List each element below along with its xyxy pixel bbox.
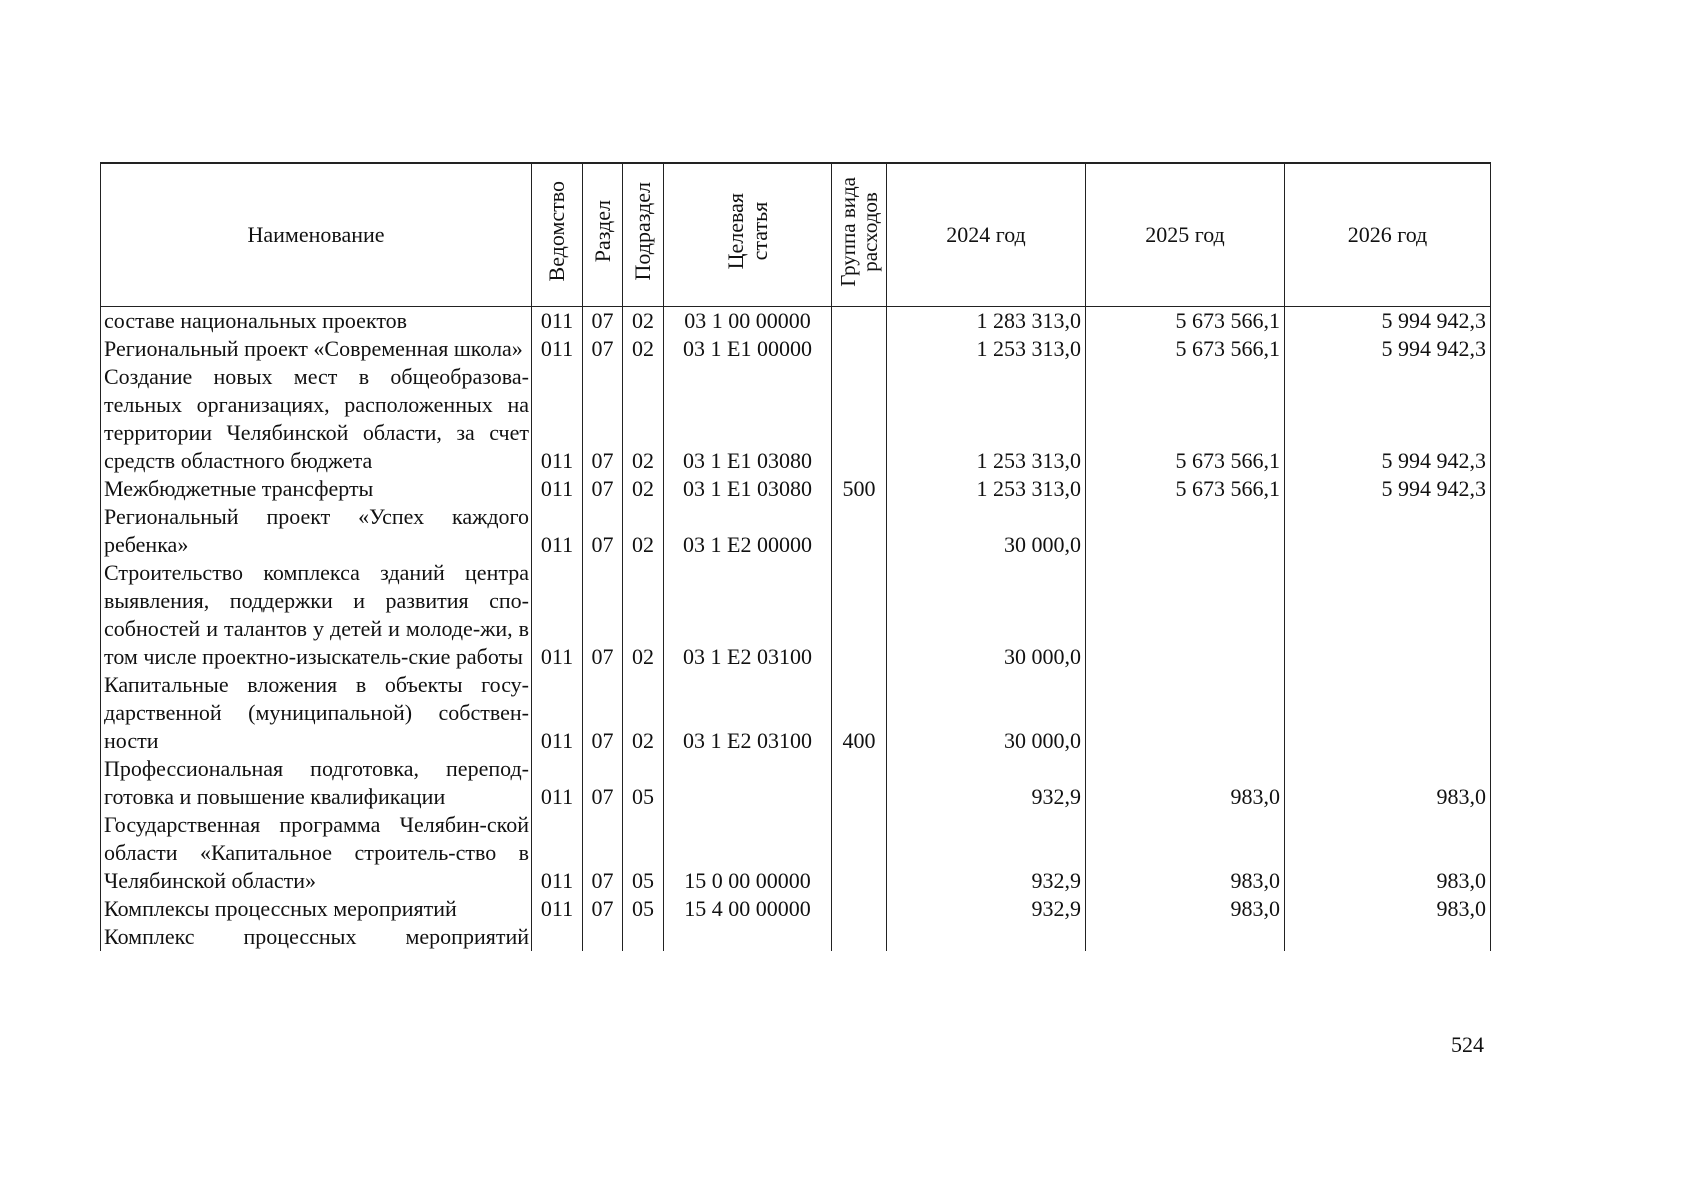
row-2024: 1 253 313,0 — [887, 335, 1086, 363]
table-row — [101, 895, 1491, 923]
row-2024: 932,9 — [887, 755, 1086, 811]
row-section: 07 — [583, 307, 623, 336]
row-2026: 5 994 942,3 — [1285, 475, 1491, 503]
table-row — [101, 363, 1491, 475]
row-2024 — [887, 923, 1086, 951]
header-subsection: Подраздел — [623, 163, 664, 307]
row-2025: 5 673 566,1 — [1086, 307, 1285, 336]
row-2026 — [1285, 559, 1491, 671]
row-expense: 400 — [832, 671, 887, 755]
table-row — [101, 335, 1491, 363]
row-name: Комплексы процессных мероприятий — [101, 895, 532, 923]
table-row — [101, 307, 1491, 336]
row-expense — [832, 363, 887, 475]
row-subsection: 02 — [623, 671, 664, 755]
row-2026: 5 994 942,3 — [1285, 307, 1491, 336]
row-2026: 983,0 — [1285, 811, 1491, 895]
row-dept: 011 — [532, 475, 583, 503]
row-section: 07 — [583, 363, 623, 475]
row-dept: 011 — [532, 671, 583, 755]
row-2026: 5 994 942,3 — [1285, 363, 1491, 475]
row-subsection: 05 — [623, 755, 664, 811]
row-2025: 983,0 — [1086, 811, 1285, 895]
budget-table — [100, 162, 1491, 951]
row-section: 07 — [583, 503, 623, 559]
row-2025: 983,0 — [1086, 895, 1285, 923]
row-target: 03 1 E1 00000 — [664, 335, 832, 363]
row-subsection: 02 — [623, 335, 664, 363]
row-target: 03 1 E2 03100 — [664, 671, 832, 755]
row-section: 07 — [583, 559, 623, 671]
header-dept: Ведомство — [532, 163, 583, 307]
row-dept — [532, 923, 583, 951]
row-name: Строительство комплекса зданий центра выявления, поддержки и развития спо-собностей и талантов у детей и молоде-жи, в том числе проектно-изыскатель-ские работы — [101, 559, 532, 671]
row-name: Профессиональная подготовка, перепод-готовка и повышение квалификации — [101, 755, 532, 811]
row-name: Региональный проект «Современная школа» — [101, 335, 532, 363]
row-subsection: 02 — [623, 559, 664, 671]
row-section: 07 — [583, 895, 623, 923]
row-expense — [832, 895, 887, 923]
table-row — [101, 811, 1491, 895]
row-2025: 5 673 566,1 — [1086, 335, 1285, 363]
header-2026: 2026 год — [1285, 163, 1491, 307]
row-2024: 1 253 313,0 — [887, 475, 1086, 503]
row-target: 03 1 E1 03080 — [664, 363, 832, 475]
row-subsection: 02 — [623, 503, 664, 559]
header-name: Наименование — [101, 163, 532, 307]
row-expense — [832, 503, 887, 559]
row-name: составе национальных проектов — [101, 307, 532, 336]
row-target — [664, 755, 832, 811]
row-subsection: 02 — [623, 475, 664, 503]
row-target: 15 0 00 00000 — [664, 811, 832, 895]
row-section: 07 — [583, 335, 623, 363]
row-name: Государственная программа Челябин-ской области «Капитальное строитель-ство в Челябинской области» — [101, 811, 532, 895]
row-dept: 011 — [532, 503, 583, 559]
row-2024: 932,9 — [887, 811, 1086, 895]
table-row — [101, 923, 1491, 951]
row-2026: 983,0 — [1285, 755, 1491, 811]
row-subsection: 05 — [623, 811, 664, 895]
row-subsection: 02 — [623, 307, 664, 336]
row-expense — [832, 307, 887, 336]
row-subsection: 05 — [623, 895, 664, 923]
row-2024: 932,9 — [887, 895, 1086, 923]
row-2026: 5 994 942,3 — [1285, 335, 1491, 363]
page-number: 524 — [1451, 1032, 1484, 1057]
row-2025 — [1086, 671, 1285, 755]
table-row — [101, 755, 1491, 811]
row-2026: 983,0 — [1285, 895, 1491, 923]
header-target: Целевая статья — [664, 163, 832, 307]
row-2025 — [1086, 923, 1285, 951]
row-dept: 011 — [532, 307, 583, 336]
row-2025: 983,0 — [1086, 755, 1285, 811]
header-2024: 2024 год — [887, 163, 1086, 307]
row-2024: 30 000,0 — [887, 671, 1086, 755]
row-2024: 30 000,0 — [887, 503, 1086, 559]
header-expense-group: Группа вида расходов — [832, 163, 887, 307]
row-section: 07 — [583, 811, 623, 895]
row-2026 — [1285, 503, 1491, 559]
row-section: 07 — [583, 755, 623, 811]
row-expense — [832, 335, 887, 363]
row-name: Региональный проект «Успех каждого ребенка» — [101, 503, 532, 559]
row-name: Капитальные вложения в объекты госу-дарственной (муниципальной) собствен-ности — [101, 671, 532, 755]
row-target: 03 1 00 00000 — [664, 307, 832, 336]
row-2026 — [1285, 923, 1491, 951]
row-2024: 1 283 313,0 — [887, 307, 1086, 336]
row-2025: 5 673 566,1 — [1086, 363, 1285, 475]
table-row — [101, 559, 1491, 671]
table-row — [101, 671, 1491, 755]
row-name: Создание новых мест в общеобразова-тельных организациях, расположенных на территории Челябинской области, за счет средств областного бюджета — [101, 363, 532, 475]
row-2024: 30 000,0 — [887, 559, 1086, 671]
row-expense — [832, 923, 887, 951]
row-2026 — [1285, 671, 1491, 755]
row-dept: 011 — [532, 755, 583, 811]
row-target: 03 1 E2 00000 — [664, 503, 832, 559]
row-dept: 011 — [532, 363, 583, 475]
row-2025 — [1086, 559, 1285, 671]
row-2025 — [1086, 503, 1285, 559]
row-dept: 011 — [532, 335, 583, 363]
header-section: Раздел — [583, 163, 623, 307]
row-dept: 011 — [532, 559, 583, 671]
table-row — [101, 503, 1491, 559]
table-header-row — [101, 163, 1491, 307]
table-row — [101, 475, 1491, 503]
row-expense: 500 — [832, 475, 887, 503]
row-dept: 011 — [532, 811, 583, 895]
row-target — [664, 923, 832, 951]
row-subsection — [623, 923, 664, 951]
row-expense — [832, 755, 887, 811]
row-2024: 1 253 313,0 — [887, 363, 1086, 475]
row-target: 15 4 00 00000 — [664, 895, 832, 923]
row-subsection: 02 — [623, 363, 664, 475]
row-section: 07 — [583, 475, 623, 503]
row-section: 07 — [583, 671, 623, 755]
row-section — [583, 923, 623, 951]
row-expense — [832, 559, 887, 671]
row-expense — [832, 811, 887, 895]
row-name: Комплекс процессных мероприятий — [101, 923, 532, 951]
row-name: Межбюджетные трансферты — [101, 475, 532, 503]
header-2025: 2025 год — [1086, 163, 1285, 307]
row-target: 03 1 E1 03080 — [664, 475, 832, 503]
row-target: 03 1 E2 03100 — [664, 559, 832, 671]
row-2025: 5 673 566,1 — [1086, 475, 1285, 503]
row-dept: 011 — [532, 895, 583, 923]
